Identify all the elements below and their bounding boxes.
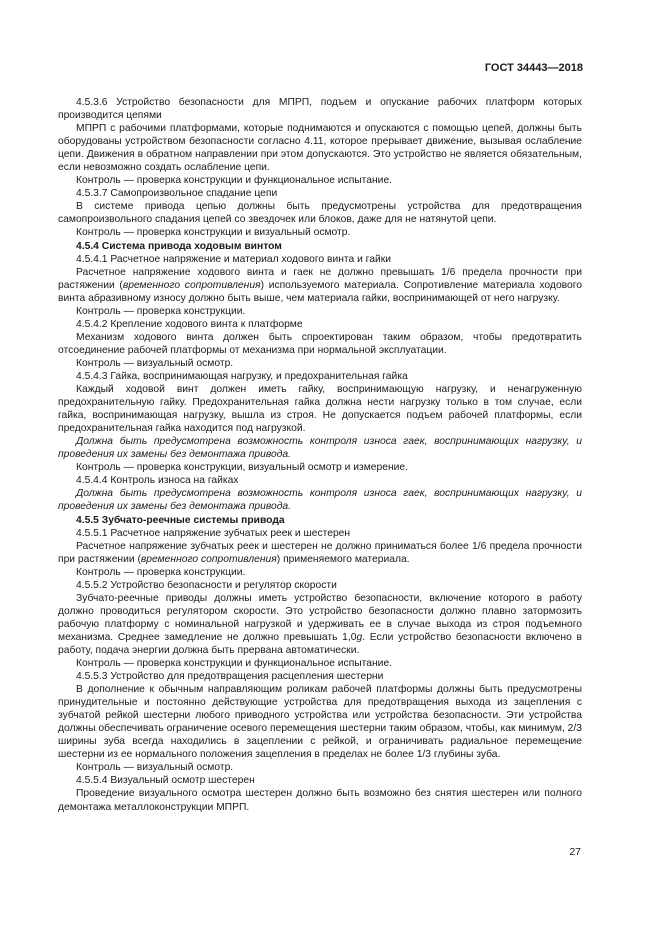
control-note: Контроль — визуальный осмотр. xyxy=(76,357,234,369)
paragraph-text: Зубчато-реечные приводы должны иметь устройство безопасности, включение которого в работу должно проводиться регулятором скорости. Это устройство безопасности должно плавно затормозить рабочую платформу с номинальной нагрузкой и удерживать ее в случае выхода из строя подъемного механизма. Среднее замедление не должно превышать 1,0 xyxy=(58,592,582,643)
control-note: Контроль — проверка конструкции. xyxy=(76,566,246,578)
paragraph: Проведение визуального осмотра шестерен должно быть возможно без снятия шестерен или полного демонтажа металлоконструкции МПРП. xyxy=(58,788,582,813)
control-note: Контроль — проверка конструкции и функциональное испытание. xyxy=(76,175,393,187)
clause-heading: 4.5.5.4 Визуальный осмотр шестерен xyxy=(76,775,255,787)
clause-heading: 4.5.5.2 Устройство безопасности и регулятор скорости xyxy=(76,579,337,591)
paragraph-text: . Если устройство безопасности включено в работу, подача энергии должна быть прервана автоматически. xyxy=(58,631,582,656)
page-number: 27 xyxy=(569,846,581,858)
paragraph: Каждый ходовой винт должен иметь гайку, воспринимающую нагрузку, и ненагруженную предохранительную гайку. Предохранительная гайка должна нести нагрузку только в том случае, если гайка, воспринимающая нагрузку, вышла из строя. Не допускается подъем рабочей платформы, если предохранительная гайка находится под нагрузкой. xyxy=(58,384,582,435)
control-note: Контроль — проверка конструкции. xyxy=(76,305,246,317)
paragraph: Механизм ходового винта должен быть спроектирован таким образом, чтобы предотвратить отсоединение рабочей платформы от механизма при нормальной эксплуатации. xyxy=(58,331,582,356)
clause-heading: 4.5.5.3 Устройство для предотвращения расцепления шестерни xyxy=(76,671,384,683)
paragraph-text: ) применяемого материала. xyxy=(276,553,410,565)
italic-term: временного сопротивления xyxy=(140,553,277,565)
clause-heading: 4.5.4.1 Расчетное напряжение и материал ходового винта и гайки xyxy=(76,253,391,265)
italic-term: временного сопротивления xyxy=(122,279,261,291)
control-note: Контроль — проверка конструкции и визуальный осмотр. xyxy=(76,227,351,239)
paragraph-text: ) используемого материала. Сопротивление материала ходового винта абразивному износу должно быть выше, чем материала гайки, воспринимающей от него нагрузку. xyxy=(58,279,583,304)
clause-heading: 4.5.3.7 Самопроизвольное спадание цепи xyxy=(76,188,278,200)
control-note: Контроль — проверка конструкции, визуальный осмотр и измерение. xyxy=(76,462,408,474)
paragraph xyxy=(58,540,582,566)
italic-paragraph: Должна быть предусмотрена возможность контроля износа гаек, воспринимающих нагрузку, и проведения их замены без демонтажа привода. xyxy=(58,436,582,461)
clause-heading: 4.5.4.4 Контроль износа на гайках xyxy=(76,475,239,487)
section-heading: 4.5.5 Зубчато-реечные системы привода xyxy=(76,514,285,526)
paragraph xyxy=(58,592,582,657)
paragraph-text: Расчетное напряжение зубчатых реек и шестерен не должно приниматься более 1/6 предела прочности при растяжении ( xyxy=(58,540,582,565)
control-note: Контроль — проверка конструкции и функциональное испытание. xyxy=(76,658,393,670)
paragraph: В дополнение к обычным направляющим роликам рабочей платформы должны быть предусмотрены принудительные и постоянно действующие устройства для предотвращения выхода из зацепления с зубчатой рейкой шестерни любого приводного устройства или устройства безопасности. Эти устройства должны обеспечивать ограничение осевого перемещения шестерни таким образом, чтобы, как минимум, 2/3 ширины зуба всегда находились в зацеплении с рейкой, и ограничивать радиальное перемещение шестерни из ее нормального положения зацепления в пределах не более 1/3 глубины зуба. xyxy=(58,684,582,761)
document-body xyxy=(58,96,582,814)
document-header: ГОСТ 34443—2018 xyxy=(484,62,583,74)
paragraph xyxy=(58,266,582,305)
paragraph: МПРП с рабочими платформами, которые поднимаются и опускаются с помощью цепей, должны быть оборудованы устройством безопасности согласно 4.11, которое прерывает движение, вызывая ослабление цепи. Движения в обратном направлении при этом допускаются. Это устройство не является обязательным, если невозможно создать ослабление цепи. xyxy=(58,123,582,174)
italic-term: g xyxy=(356,631,363,643)
control-note: Контроль — визуальный осмотр. xyxy=(76,762,234,774)
clause-heading: 4.5.5.1 Расчетное напряжение зубчатых реек и шестерен xyxy=(76,527,351,539)
paragraph: В системе привода цепью должны быть предусмотрены устройства для предотвращения самопроизвольного спадания цепей со звездочек или блоков, даже для не натянутой цепи. xyxy=(58,201,582,226)
paragraph-text: Расчетное напряжение ходового винта и гаек не должно превышать 1/6 предела прочности при растяжении ( xyxy=(58,266,582,291)
section-heading: 4.5.4 Система привода ходовым винтом xyxy=(76,240,282,252)
italic-paragraph: Должна быть предусмотрена возможность контроля износа гаек, воспринимающих нагрузку, и проведения их замены без демонтажа привода. xyxy=(58,488,582,513)
clause-heading: 4.5.3.6 Устройство безопасности для МПРП, подъем и опускание рабочих платформ которых производится цепями xyxy=(58,97,582,122)
clause-heading: 4.5.4.3 Гайка, воспринимающая нагрузку, и предохранительная гайка xyxy=(76,370,408,382)
clause-heading: 4.5.4.2 Крепление ходового винта к платформе xyxy=(76,318,303,330)
